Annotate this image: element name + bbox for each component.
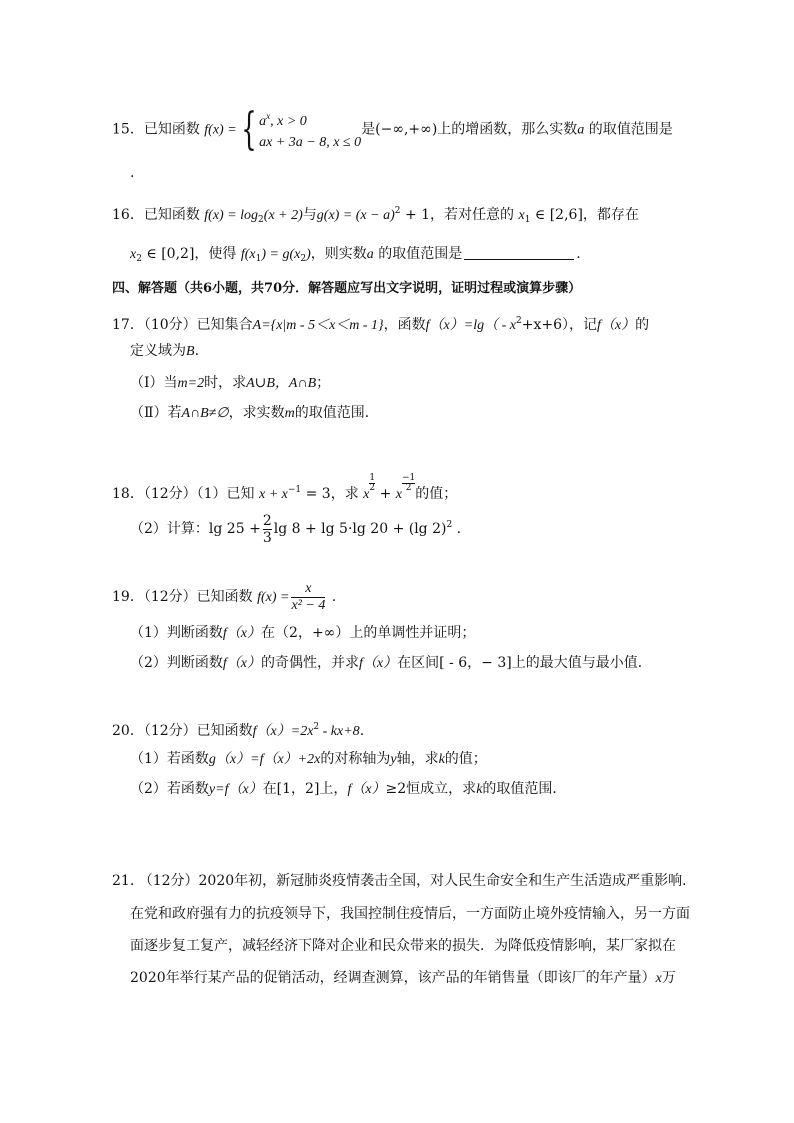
brace-symbol: { bbox=[241, 103, 257, 155]
q16-line1: 16．已知函数 $f(x) = \log_2(x + 2)$与$g(x) = (x - a)^2 + 1$，若对任意的 $x_1$ ∈ [2,6]，都存在 bbox=[112, 206, 639, 225]
q21-line2: 在党和政府强有力的抗疫领导下，我国控制住疫情后，一方面防止境外疫情输入，另一方面 bbox=[130, 906, 690, 922]
q16-number: 16． bbox=[112, 207, 144, 223]
q18-line2: （2）计算：lg 25 + $\frac{2}{3}$ lg 8 + lg 5·lg 20 + (lg 2)$^2$ . bbox=[130, 512, 462, 546]
q20-line1: 20．（12分）已知函数$f(x)=2x^2 - kx+8$. bbox=[112, 722, 365, 739]
q19-part1: （1）判断函数f（x）在（2，+∞）上的单调性并证明； bbox=[130, 625, 476, 641]
q21-line4: 2020年举行某产品的促销活动，经调查测算，该产品的年销售量（即该厂的年产量）x万 bbox=[130, 970, 676, 986]
fraction: $\frac{x}{\text{x² − 4}}$ bbox=[291, 580, 326, 613]
q18-line1: 18．（12分）（1）已知 $x + x^{-1} = 3$，求 x $\frac{1}{2}$ + x $\frac{-1}{2}$ 的值； bbox=[112, 473, 458, 502]
q19-part2: （2）判断函数f（x）的奇偶性，并求f（x）在区间[ - 6，− 3]上的最大值与最小值． bbox=[130, 655, 652, 671]
q17-line2: 定义域为B. bbox=[130, 343, 200, 359]
q16-line2: $x_2$ ∈ [0,2]，使得 $f(x_1) = g(x_2)$，则实数a 的取值范围是 . bbox=[130, 246, 581, 264]
q20-part1: （1）若函数g（x）=f（x）+2x的对称轴为y轴，求k的值； bbox=[130, 751, 487, 767]
q21-line1: 21. （12分）2020年初，新冠肺炎疫情袭击全国，对人民生命安全和生产生活造成严重影响． bbox=[112, 873, 697, 889]
q17-line1: 17．（10分）已知集合A={x|m - 5＜x＜m - 1}，函数$f(x)=\lg( - x^2+x+6)$，记f（x）的 bbox=[112, 316, 650, 333]
q17-part2: （Ⅱ）若A∩B≠∅，求实数m的取值范围． bbox=[130, 405, 379, 421]
q15-line: 15．已知函数 f(x) = { $a^x$, x > 0 ax + 3a − 8, x ≤ 0是(−∞,+∞)上的增函数，那么实数a 的取值范围是 bbox=[112, 103, 673, 155]
q19-line1: 19．（12分）已知函数 f(x) = $\frac{x}{\text{x² − 4}}$ . bbox=[112, 580, 337, 613]
q17-part1: （Ⅰ）当m=2时，求A∪B，A∩B； bbox=[130, 375, 331, 391]
piecewise-cases: $a^x$, x > 0 ax + 3a − 8, x ≤ 0 bbox=[259, 111, 362, 150]
q20-part2: （2）若函数y=f（x）在[1，2]上，f（x）≥2恒成立，求k的取值范围． bbox=[130, 781, 567, 797]
answer-blank[interactable] bbox=[464, 247, 574, 260]
section-title: 四、解答题（共6小题，共70分．解答题应写出文字说明，证明过程或演算步骤） bbox=[112, 281, 582, 296]
q15-end: . bbox=[130, 165, 135, 181]
q21-line3: 面逐步复工复产，减轻经济下降对企业和民众带来的损失．为降低疫情影响，某厂家拟在 bbox=[130, 938, 676, 954]
q15-number: 15． bbox=[112, 121, 144, 138]
